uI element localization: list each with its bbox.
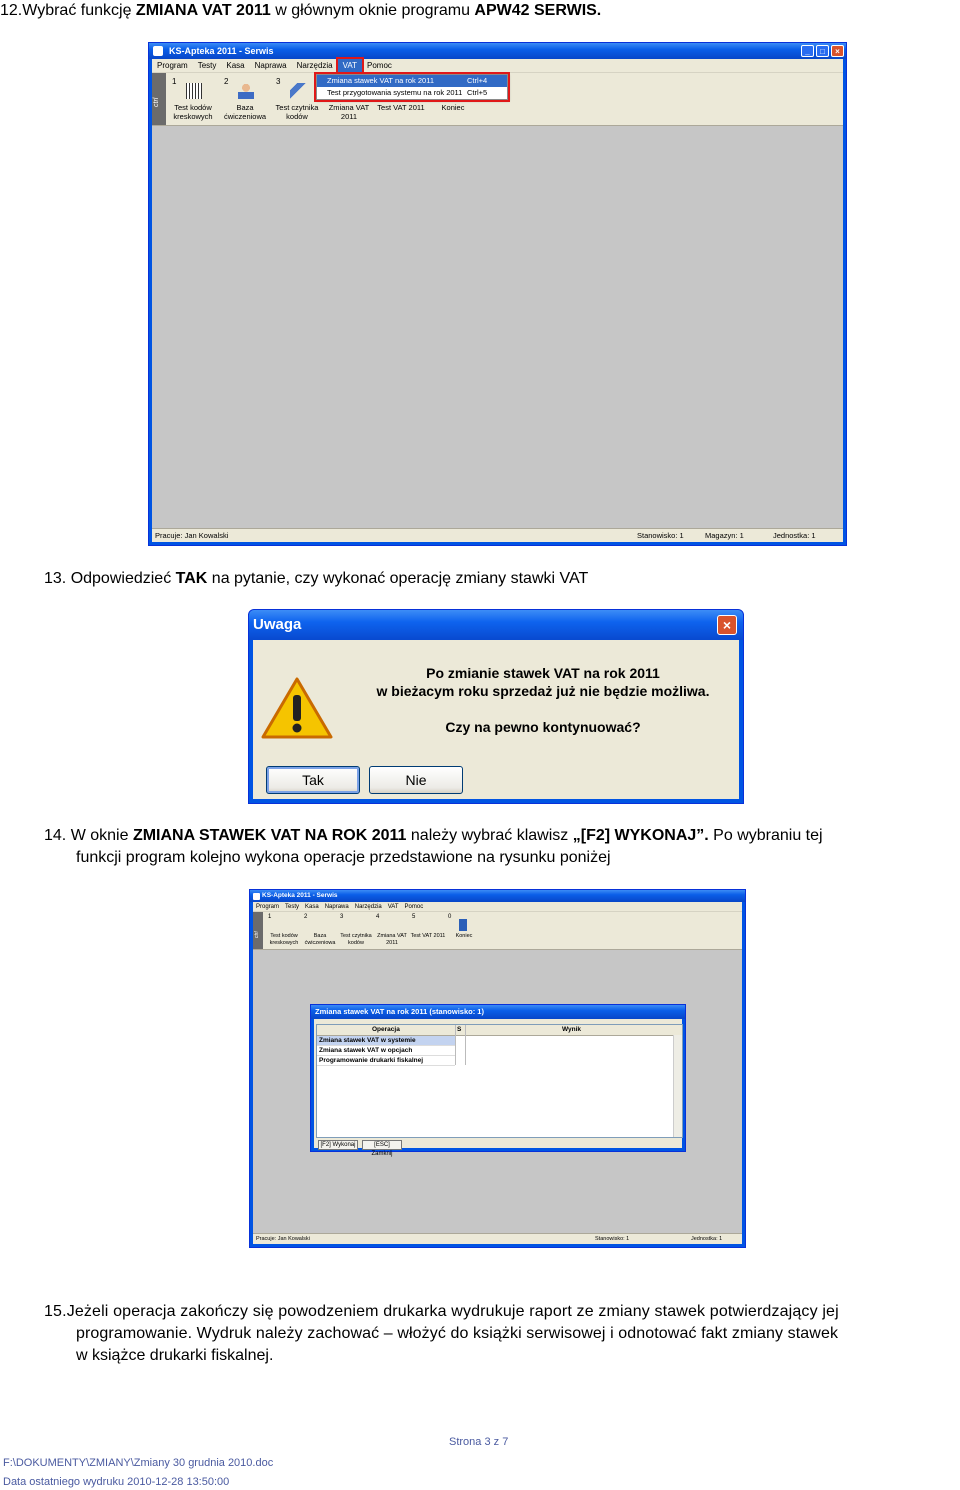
toolbar bbox=[253, 912, 742, 950]
step-15-line3: w książce drukarki fiskalnej. bbox=[76, 1347, 274, 1364]
door-icon bbox=[459, 919, 467, 931]
menu-bar bbox=[253, 902, 742, 912]
run-button[interactable]: [F2] Wykonaj bbox=[318, 1140, 358, 1150]
window-title: KS-Apteka 2011 - Serwis bbox=[262, 892, 338, 899]
menu-naprawa[interactable]: Naprawa bbox=[254, 61, 287, 70]
grid-scrollbar[interactable] bbox=[673, 1035, 682, 1137]
toolbar-vat-change[interactable]: 4 Zmiana VAT 2011 bbox=[376, 914, 407, 946]
menu-program[interactable]: Program bbox=[157, 61, 188, 70]
menu-vat[interactable]: VAT bbox=[387, 904, 399, 910]
close-icon[interactable]: × bbox=[831, 45, 844, 57]
table-row[interactable]: Zmiana stawek VAT w opcjach bbox=[317, 1046, 455, 1056]
dialog-message-line1: Po zmianie stawek VAT na rok 2011 bbox=[426, 665, 660, 681]
status-bar: Pracuje: Jan Kowalski Stanowisko: 1 Jednostka: 1 bbox=[253, 1233, 742, 1244]
window-title-bar bbox=[149, 43, 846, 59]
close-icon[interactable]: × bbox=[717, 615, 737, 635]
ops-dialog-body bbox=[314, 1019, 682, 1157]
ctrl-strip: ctrl bbox=[253, 912, 263, 949]
menu-pomoc[interactable]: Pomoc bbox=[404, 904, 424, 910]
ops-dialog-title: Zmiana stawek VAT na rok 2011 (stanowisko: 1) bbox=[311, 1005, 685, 1019]
toolbar-exit[interactable]: 0 Koniec bbox=[448, 914, 473, 939]
app-logo-icon bbox=[153, 46, 163, 56]
dialog-body bbox=[253, 640, 739, 799]
toolbar-reader-test[interactable]: 3 Test czytnika kodów bbox=[275, 77, 319, 121]
menu-vat[interactable]: VAT bbox=[338, 59, 362, 73]
dialog-message-line2: w bieżacym roku sprzedaż już nie będzie możliwa. bbox=[376, 683, 710, 699]
minimize-icon[interactable]: _ bbox=[801, 45, 814, 57]
person-icon bbox=[238, 83, 254, 99]
page-number: Strona 3 z 7 bbox=[449, 1436, 509, 1448]
menu-program[interactable]: Program bbox=[256, 904, 280, 910]
toolbar-barcode-test[interactable]: 1 Test kodów kreskowych bbox=[268, 914, 299, 946]
menu-kasa[interactable]: Kasa bbox=[305, 904, 319, 910]
app-window-main bbox=[148, 42, 847, 546]
menu-pomoc[interactable]: Pomoc bbox=[367, 61, 392, 70]
scanner-gun-icon bbox=[290, 83, 306, 99]
grid-column-divider bbox=[465, 1025, 466, 1065]
vat-dropdown-menu bbox=[316, 74, 508, 100]
toolbar-exit[interactable]: Koniec bbox=[441, 103, 465, 112]
yes-button[interactable]: Tak bbox=[266, 766, 360, 794]
close-button[interactable]: [ESC] Zamknij bbox=[362, 1140, 402, 1150]
file-path: F:\DOKUMENTY\ZMIANY\Zmiany 30 grudnia 2010.doc bbox=[3, 1457, 274, 1469]
toolbar-reader-test[interactable]: 3 Test czytnika kodów bbox=[340, 914, 372, 946]
table-row[interactable]: Zmiana stawek VAT w systemie bbox=[317, 1036, 455, 1046]
menu-item-vat-change[interactable]: Zmiana stawek VAT na rok 2011 Ctrl+4 bbox=[317, 75, 507, 87]
app-window-ops bbox=[249, 889, 746, 1248]
toolbar-training-db[interactable]: 2 Baza ćwiczeniowa bbox=[223, 77, 267, 121]
app-logo-icon bbox=[253, 893, 260, 900]
window-title-bar bbox=[250, 890, 745, 902]
print-date: Data ostatniego wydruku 2010-12-28 13:50:00 bbox=[3, 1476, 230, 1488]
warning-dialog bbox=[248, 609, 744, 804]
step-15-line1: 15.Jeżeli operacja zakończy się powodzeniem drukarka wydrukuje raport ze zmiany stawek potwierdzający jej bbox=[44, 1303, 839, 1320]
dialog-title: Uwaga bbox=[253, 616, 302, 633]
menu-testy[interactable]: Testy bbox=[285, 904, 300, 910]
ops-grid-header: Operacja S Wynik bbox=[317, 1025, 682, 1036]
step-13-text: 13. Odpowiedzieć TAK na pytanie, czy wykonać operację zmiany stawki VAT bbox=[44, 570, 589, 587]
main-client-area bbox=[152, 126, 843, 529]
grid-column-divider bbox=[455, 1025, 456, 1065]
dialog-title-bar bbox=[249, 610, 743, 640]
toolbar-vat-change[interactable]: Zmiana VAT 2011 bbox=[328, 103, 370, 121]
maximize-icon[interactable]: □ bbox=[816, 45, 829, 57]
dialog-question: Czy na pewno kontynuować? bbox=[445, 719, 641, 735]
status-bar: Pracuje: Jan Kowalski Stanowisko: 1 Magazyn: 1 Jednostka: 1 bbox=[152, 528, 843, 542]
toolbar-vat-test[interactable]: Test VAT 2011 bbox=[377, 103, 425, 112]
step-12-text: 12.Wybrać funkcję ZMIANA VAT 2011 w głównym oknie programu APW42 SERWIS. bbox=[0, 2, 602, 19]
menu-testy[interactable]: Testy bbox=[197, 61, 217, 70]
ctrl-strip: ctrl bbox=[152, 73, 166, 125]
menu-narzedzia[interactable]: Narzędzia bbox=[354, 904, 382, 910]
step-14-text-line2: funkcji program kolejno wykona operacje przedstawione na rysunku poniżej bbox=[76, 849, 611, 866]
step-15-line2: programowanie. Wydruk należy zachować – włożyć do książki serwisowej i odnotować fakt zmiany stawek bbox=[76, 1325, 839, 1342]
menu-item-vat-test[interactable]: Test przygotowania systemu na rok 2011 Ctrl+5 bbox=[327, 88, 488, 97]
step-14-text: 14. W oknie ZMIANA STAWEK VAT NA ROK 2011 należy wybrać klawisz „[F2] WYKONAJ”. Po wybraniu tej bbox=[44, 827, 823, 844]
warning-icon bbox=[261, 676, 333, 740]
menu-narzedzia[interactable]: Narzędzia bbox=[296, 61, 333, 70]
toolbar-training-db[interactable]: 2 Baza ćwiczeniowa bbox=[304, 914, 336, 946]
table-row[interactable]: Programowanie drukarki fiskalnej bbox=[317, 1056, 455, 1066]
menu-naprawa[interactable]: Naprawa bbox=[324, 904, 349, 910]
vat-ops-dialog bbox=[310, 1004, 686, 1157]
ops-grid bbox=[316, 1024, 683, 1138]
window-title: KS-Apteka 2011 - Serwis bbox=[169, 46, 274, 56]
barcode-scanner-icon bbox=[186, 83, 202, 99]
no-button[interactable]: Nie bbox=[369, 766, 463, 794]
toolbar-vat-test[interactable]: 5 Test VAT 2011 bbox=[410, 914, 446, 939]
menu-kasa[interactable]: Kasa bbox=[226, 61, 245, 70]
toolbar-barcode-test[interactable]: 1 Test kodów kreskowych bbox=[172, 77, 213, 121]
menu-bar bbox=[152, 59, 843, 73]
